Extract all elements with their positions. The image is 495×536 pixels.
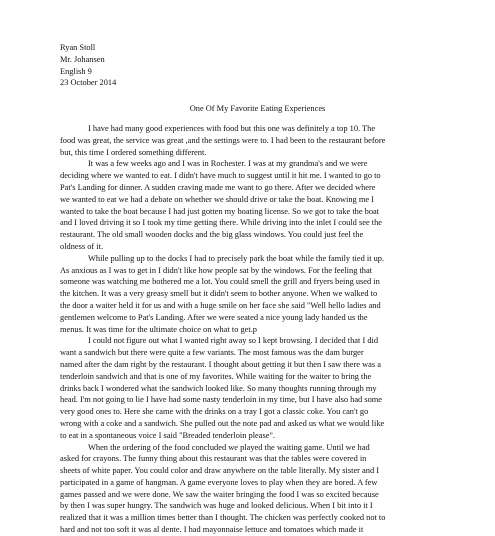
paragraph-line: but, this time I ordered something different.	[60, 147, 207, 157]
paragraph-line: games passed and we were done. We saw the waiter bringing the food I was so excited because	[60, 489, 379, 499]
essay-paragraph	[60, 253, 455, 336]
paragraph-line: tenderloin sandwich and that is one of my favorites. While waiting for the waiter to bring the	[60, 371, 372, 381]
paragraph-line: realized that it was a million times better than I thought. The chicken was perfectly cooked not to	[60, 513, 386, 523]
paragraph-line: food was great, the service was great ,and the settings were to. I had been to the restaurant before	[60, 135, 386, 145]
paragraph-line: deciding where we wanted to eat. I didn't have much to suggest until it hit me. I wanted to go to	[60, 171, 381, 181]
paragraph-line: menus. It was time for the ultimate choice on what to get.p	[60, 324, 257, 334]
essay-paragraph	[60, 442, 455, 536]
essay-paragraph	[60, 335, 455, 441]
paragraph-line: I could not figure out what I wanted right away so I kept browsing. I decided that I did	[88, 336, 379, 346]
paragraph-line: very good ones to. Here she came with the drinks on a tray I got a classic coke. You can't go	[60, 407, 369, 417]
paragraph-line: gentlemen welcome to Pat's Landing. After we were seated a nice young lady handed us the	[60, 312, 368, 322]
course-name: English 9	[60, 66, 92, 76]
paragraph-line: hard and not too soft it was al dente. I had mayonnaise lettuce and tomatoes which made it	[60, 525, 364, 535]
paragraph-line: and I loved driving it so I took my time getting there. While driving into the inlet I could see the	[60, 218, 382, 228]
teacher-name: Mr. Johansen	[60, 54, 105, 64]
paragraph-line: to eat in a spontaneous voice I said "Breaded tenderloin please".	[60, 430, 275, 440]
paragraph-line: participated in a game of hangman. A game everyone loves to play when they are bored. A few	[60, 477, 378, 487]
paragraph-line: When the ordering of the food concluded we played the waiting game. Until we had	[88, 442, 370, 452]
paragraph-line: by then I was super hungry. The sandwich was huge and looked delicious. When I bit into it I	[60, 501, 373, 511]
essay-title: One Of My Favorite Eating Experiences	[189, 104, 326, 114]
paragraph-line: someone was watching me bothered me a lot. You could smell the grill and fryers being used in	[60, 277, 380, 287]
paragraph-line: wrong with a coke and a sandwich. She pulled out the note pad and asked us what we would like	[60, 418, 385, 428]
paragraph-line: It was a few weeks ago and I was in Rochester. I was at my grandma's and we were	[88, 159, 368, 169]
paragraph-line: Pat's Landing for dinner. A sudden craving made me want to go there. After we decided where	[60, 182, 376, 192]
document-date: 23 October 2014	[60, 78, 117, 88]
paragraph-line: the door a waiter held it for us and with a huge smile on her face she said "Well hello ladies and	[60, 300, 381, 310]
paragraph-line: While pulling up to the docks I had to precisely park the boat while the family tied it up.	[88, 253, 385, 263]
paragraph-line: we wanted to eat we had a debate on whether we should drive or take the boat. Knowing me I	[60, 194, 374, 204]
paragraph-line: wanted to take the boat because I had just gotten my boating license. So we got to take the boat	[60, 206, 380, 216]
paragraph-line: want a sandwich but there were quite a few variants. The most famous was the dam burger	[60, 348, 364, 358]
paragraph-line: restaurant. The old small wooden docks and the big glass windows. You could just feel the	[60, 230, 364, 240]
paragraph-line: oldness of it.	[60, 241, 104, 251]
paragraph-line: head. I'm not going to lie I have had some nasty tenderloin in my time, but I have also had some	[60, 395, 383, 405]
paragraph-line: named after the dam right by the restaurant. I thought about getting it but then I saw there was a	[60, 359, 381, 369]
paragraph-line: I have had many good experiences with food but this one was definitely a top 10. The	[88, 123, 376, 133]
paragraph-line: sheets of white paper. You could color and draw anywhere on the table literally. My sister and I	[60, 466, 380, 476]
essay-body	[60, 123, 455, 536]
paragraph-line: drinks back I wondered what the sandwich looked like. So many thoughts running through my	[60, 383, 377, 393]
essay-paragraph	[60, 123, 455, 158]
essay-paragraph	[60, 158, 455, 252]
paragraph-line: the kitchen. It was a very greasy smell but it didn't seem to bother anyone. When we walked to	[60, 289, 378, 299]
paragraph-line: As anxious as I was to get in I didn't like how people sat by the windows. For the feeling that	[60, 265, 373, 275]
mla-header	[60, 42, 455, 89]
paragraph-line: asked for crayons. The funny thing about this restaurant was that the tables were covered in	[60, 454, 367, 464]
author-name: Ryan Stoll	[60, 43, 96, 52]
